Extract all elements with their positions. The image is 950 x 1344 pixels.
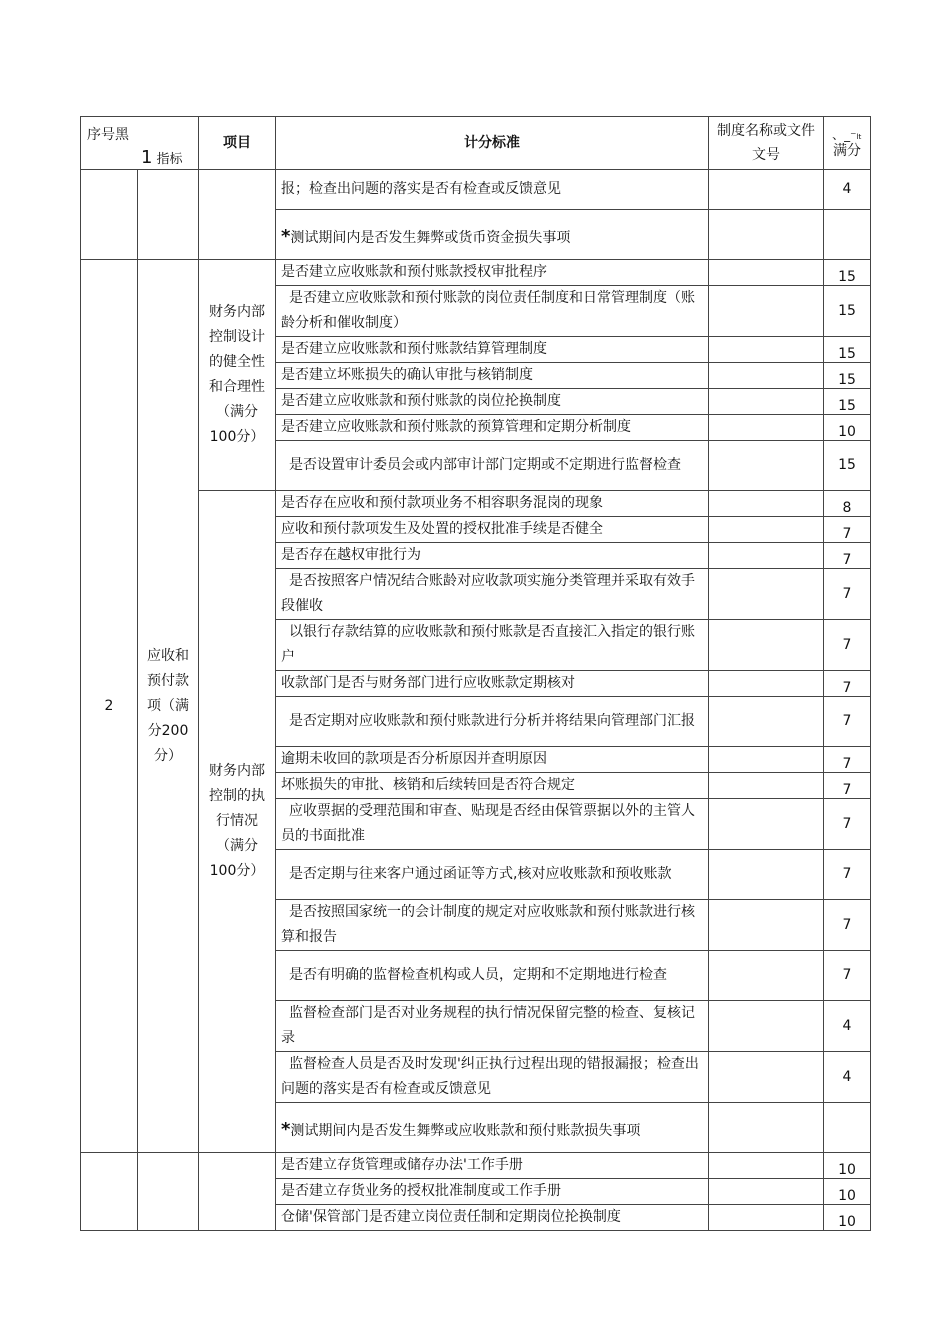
score-cell: 7 — [824, 517, 871, 543]
criteria-cell: 是否按照客户情况结合账龄对应收款项实施分类管理并采取有效手段催收 — [276, 569, 709, 620]
criteria-cell: 是否建立应收账款和预付账款授权审批程序 — [276, 260, 709, 286]
score-cell: 15 — [824, 260, 871, 286]
criteria-cell: 仓储'保管部门是否建立岗位责任制和定期岗位抡换制度 — [276, 1205, 709, 1231]
criteria-cell: 是否定期与往来客户通过函证等方式,核对应收账款和预收账款 — [276, 850, 709, 900]
table-row — [81, 491, 871, 517]
table-row — [81, 170, 871, 210]
header-seq-label: 序号黑 — [87, 127, 129, 143]
score-cell: 4 — [824, 1001, 871, 1052]
criteria-cell: 逾期未收回的款项是否分析原因并查明原因 — [276, 747, 709, 773]
criteria-cell: 是否有明确的监督检查机构或人员，定期和不定期地进行检查 — [276, 951, 709, 1001]
project-design-cell: 财务内部控制设计的健全性和合理性（满分100分） — [199, 260, 276, 491]
scoring-table — [80, 116, 871, 1231]
criteria-cell: *测试期间内是否发生舞弊或货币资金损失事项 — [276, 210, 709, 260]
score-cell: 7 — [824, 620, 871, 671]
criteria-cell: *测试期间内是否发生舞弊或应收账款和预付账款损失事项 — [276, 1103, 709, 1153]
criteria-cell: 是否建立存货管理或储存办法'工作手册 — [276, 1153, 709, 1179]
score-cell: 7 — [824, 850, 871, 900]
score-cell: 10 — [824, 415, 871, 441]
score-cell: 15 — [824, 441, 871, 491]
criteria-cell: 是否定期对应收账款和预付账款进行分析并将结果向管理部门汇报 — [276, 697, 709, 747]
criteria-cell: 是否存在应收和预付款项业务不相容职务混岗的现象 — [276, 491, 709, 517]
criteria-cell: 报；检查出问题的落实是否有检查或反馈意见 — [276, 170, 709, 210]
header-score-label: 满分 — [833, 143, 861, 159]
score-cell: 15 — [824, 286, 871, 337]
score-cell: 10 — [824, 1179, 871, 1205]
criteria-cell: 监督检查部门是否对业务规程的执行情况保留完整的检查、复核记录 — [276, 1001, 709, 1052]
score-cell: 8 — [824, 491, 871, 517]
score-cell: 7 — [824, 951, 871, 1001]
score-cell: 7 — [824, 543, 871, 569]
score-cell: 15 — [824, 363, 871, 389]
project-exec-cell: 财务内部控制的执行情况（满分100分） — [199, 491, 276, 1153]
criteria-cell: 是否按照国家统一的会计制度的规定对应收账款和预付账款进行核算和报告 — [276, 900, 709, 951]
criteria-cell: 应收票据的受理范围和审查、贴现是否经由保管票据以外的主管人员的书面批准 — [276, 799, 709, 850]
score-cell: 15 — [824, 337, 871, 363]
table-row — [81, 1153, 871, 1179]
header-project: 项目 — [199, 117, 276, 170]
header-row — [81, 117, 871, 170]
star-mark: * — [281, 226, 291, 247]
score-cell: 4 — [824, 1052, 871, 1103]
indicator-cell: 应收和预付款项（满分200分） — [138, 260, 199, 1153]
score-cell: 7 — [824, 900, 871, 951]
score-cell: 7 — [824, 747, 871, 773]
criteria-cell: 应收和预付款项发生及处置的授权批准手续是否健全 — [276, 517, 709, 543]
score-cell: 10 — [824, 1205, 871, 1231]
criteria-cell: 是否建立坏账损失的确认审批与核销制度 — [276, 363, 709, 389]
criteria-cell: 坏账损失的审批、核销和后续转回是否符合规定 — [276, 773, 709, 799]
header-doc-name: 制度名称或文件文号 — [709, 117, 824, 170]
score-cell: 7 — [824, 773, 871, 799]
criteria-cell: 是否存在越权审批行为 — [276, 543, 709, 569]
criteria-cell: 是否建立应收账款和预付账款的预算管理和定期分析制度 — [276, 415, 709, 441]
score-cell: 4 — [824, 170, 871, 210]
criteria-cell: 收款部门是否与财务部门进行应收账款定期核对 — [276, 671, 709, 697]
score-cell: 7 — [824, 799, 871, 850]
header-score — [824, 117, 871, 170]
score-cell: 7 — [824, 569, 871, 620]
criteria-cell: 是否设置审计委员会或内部审计部门定期或不定期进行监督检查 — [276, 441, 709, 491]
score-cell: 7 — [824, 697, 871, 747]
criteria-cell: 是否建立应收账款和预付账款的岗位责任制度和日常管理制度（账龄分析和催收制度） — [276, 286, 709, 337]
criteria-cell: 是否建立存货业务的授权批准制度或工作手册 — [276, 1179, 709, 1205]
seq-number: 2 — [81, 260, 138, 1153]
criteria-cell: 以银行存款结算的应收账款和预付账款是否直接汇入指定的银行账户 — [276, 620, 709, 671]
score-cell: 15 — [824, 389, 871, 415]
header-score-mark: 、_⁻ₗₜ — [832, 128, 862, 142]
criteria-cell: 是否建立应收账款和预付账款结算管理制度 — [276, 337, 709, 363]
criteria-cell: 是否建立应收账款和预付账款的岗位抡换制度 — [276, 389, 709, 415]
header-criteria: 计分标准 — [276, 117, 709, 170]
criteria-cell: 监督检查人员是否及时发现'纠正执行过程出现的错报漏报；检查出问题的落实是否有检查或反馈意见 — [276, 1052, 709, 1103]
header-indicator-label: 指标 — [156, 152, 183, 167]
score-cell: 7 — [824, 671, 871, 697]
star-mark: * — [281, 1119, 291, 1140]
header-seq-indicator — [81, 117, 199, 170]
header-indicator-num: 1 — [141, 147, 153, 168]
table-row — [81, 260, 871, 286]
score-cell: 10 — [824, 1153, 871, 1179]
